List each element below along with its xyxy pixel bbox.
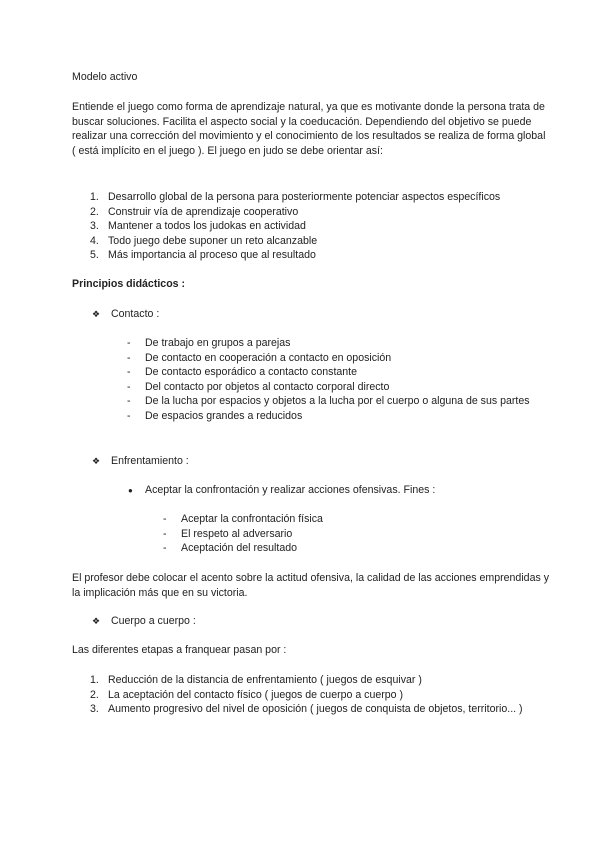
orientation-list bbox=[72, 190, 550, 263]
list-item: 4. Todo juego debe suponer un reto alcanzable bbox=[90, 234, 318, 247]
list-item: - El respeto al adversario bbox=[163, 527, 293, 540]
list-item: 2. Construir vía de aprendizaje cooperativo bbox=[90, 205, 299, 218]
enfrentamiento-item: ❖ Enfrentamiento : bbox=[92, 455, 189, 467]
enfrentamiento-bullet: ● Aceptar la confrontación y realizar acciones ofensivas. Fines : bbox=[128, 483, 435, 499]
list-item: 5. Más importancia al proceso que al resultado bbox=[90, 249, 316, 262]
diamond-bullet-icon: ❖ bbox=[92, 309, 101, 319]
intro-paragraph: Entiende el juego como forma de aprendizaje natural, ya que es motivante donde la persona trata de buscar soluciones. Facilita el aspecto social y la coeducación. Dependiendo del objetivo se puede realizar una corrección del movimiento y el conocimiento de los resultados se realiza de forma global ( está implícito en el juego ). El juego en judo se debe orientar así: bbox=[72, 101, 546, 157]
contacto-item: ❖ Contacto : bbox=[92, 308, 160, 320]
list-item: 1. Reducción de la distancia de enfrentamiento ( juegos de esquivar ) bbox=[90, 674, 422, 686]
contacto-list bbox=[127, 336, 548, 424]
list-item: 3. Aumento progresivo del nivel de oposición ( juegos de conquista de objetos, territorio... ) bbox=[90, 703, 523, 716]
list-item: - De la lucha por espacios y objetos a la lucha por el cuerpo o alguna de sus partes bbox=[127, 395, 530, 408]
list-item: - Aceptación del resultado bbox=[163, 542, 298, 555]
list-item: 1. Desarrollo global de la persona para posteriormente potenciar aspectos específicos bbox=[90, 191, 501, 203]
list-item: - De contacto en cooperación a contacto en oposición bbox=[127, 351, 392, 364]
cuerpo-item: ❖ Cuerpo a cuerpo : bbox=[92, 615, 196, 627]
diamond-bullet-icon: ❖ bbox=[92, 616, 101, 626]
list-item: - Aceptar la confrontación física bbox=[163, 513, 323, 525]
fines-list bbox=[163, 512, 323, 556]
etapas-list bbox=[72, 673, 550, 717]
list-item: 3. Mantener a todos los judokas en actividad bbox=[90, 220, 306, 233]
list-item: - De contacto esporádico a contacto constante bbox=[127, 366, 358, 379]
list-item: 2. La aceptación del contacto físico ( juegos de cuerpo a cuerpo ) bbox=[90, 688, 404, 701]
principles-heading: Principios didácticos : bbox=[72, 278, 186, 290]
section-title: Modelo activo bbox=[72, 71, 138, 83]
list-item: - De espacios grandes a reducidos bbox=[127, 409, 303, 422]
list-item: - Del contacto por objetos al contacto corporal directo bbox=[127, 380, 390, 393]
circle-bullet-icon: ● bbox=[128, 486, 133, 495]
profesor-paragraph: El profesor debe colocar el acento sobre la actitud ofensiva, la calidad de las acciones emprendidas y la implicación más que en su victoria. bbox=[72, 572, 549, 599]
list-item: - De trabajo en grupos a parejas bbox=[127, 337, 291, 349]
diamond-bullet-icon: ❖ bbox=[92, 456, 101, 466]
etapas-intro: Las diferentes etapas a franquear pasan por : bbox=[72, 644, 287, 656]
